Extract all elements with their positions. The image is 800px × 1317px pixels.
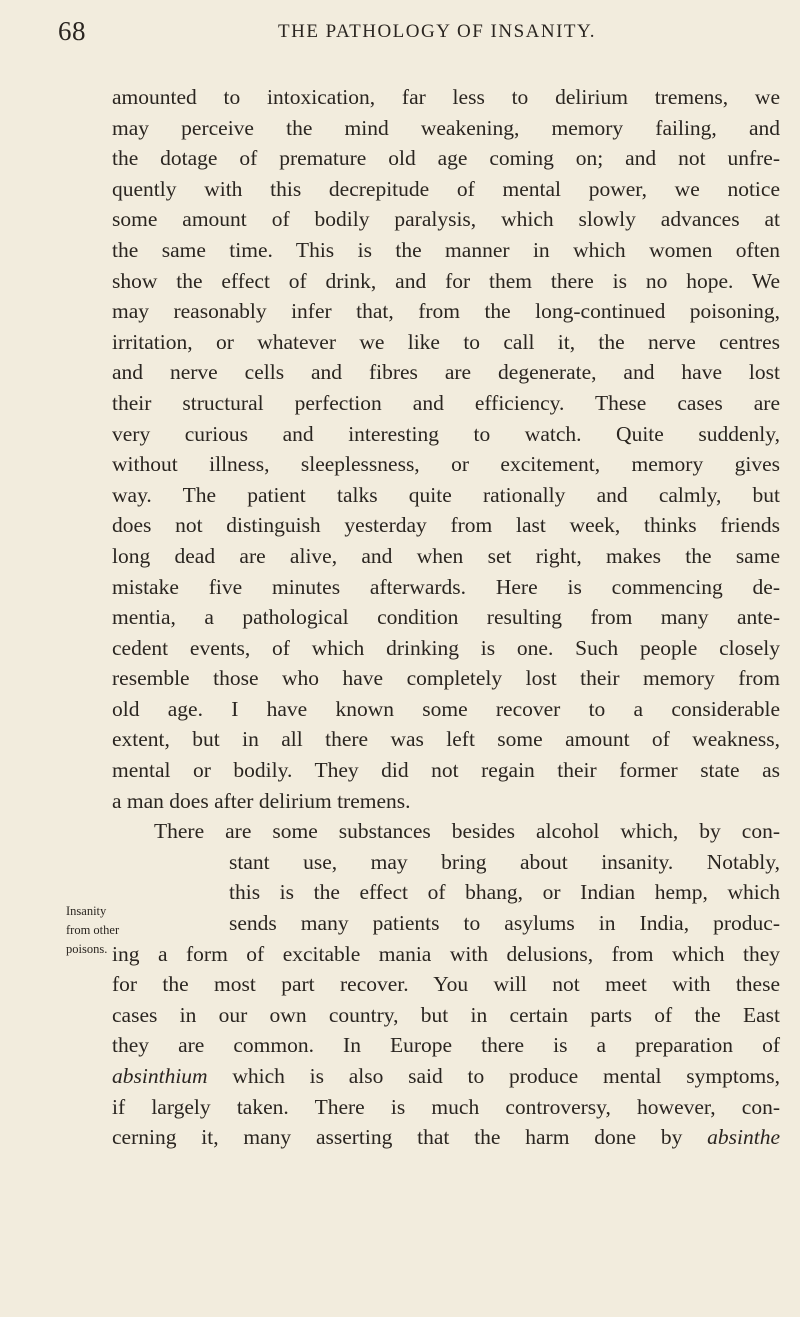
margin-note-line: poisons. bbox=[66, 942, 108, 956]
text-line: for the most part recover. You will not meet with these bbox=[112, 972, 780, 997]
text-line: they are common. In Europe there is a preparation of bbox=[112, 1033, 780, 1058]
text-line: mental or bodily. They did not regain their former state as bbox=[112, 758, 780, 783]
text-line: this is the effect of bhang, or Indian hemp, which bbox=[229, 880, 780, 905]
margin-note-line: from other bbox=[66, 923, 120, 937]
text-line: very curious and interesting to watch. Quite suddenly, bbox=[112, 421, 780, 446]
text-line: the dotage of premature old age coming on; and not unfre- bbox=[112, 146, 780, 171]
text-line: does not distinguish yesterday from last week, thinks friends bbox=[112, 513, 780, 538]
text-line: quently with this decrepitude of mental power, we notice bbox=[112, 176, 780, 201]
text-line: long dead are alive, and when set right, makes the same bbox=[112, 543, 780, 568]
text-run: which is also said to produce mental symptoms, bbox=[232, 1064, 781, 1088]
text-line: old age. I have known some recover to a considerable bbox=[112, 696, 780, 721]
text-line: amounted to intoxication, far less to delirium tremens, we bbox=[112, 85, 780, 109]
text-line-with-italic bbox=[112, 1061, 780, 1092]
text-line: cedent events, of which drinking is one. Such people closely bbox=[112, 635, 780, 660]
text-line: sends many patients to asylums in India, produc- bbox=[229, 911, 780, 936]
text-line-paragraph-start: There are some substances besides alcohol which, by con- bbox=[154, 819, 780, 844]
text-line: may perceive the mind weakening, memory failing, and bbox=[112, 115, 780, 140]
text-line: show the effect of drink, and for them there is no hope. We bbox=[112, 268, 780, 293]
margin-note-line: Insanity bbox=[66, 904, 107, 918]
text-line: and nerve cells and fibres are degenerate, and have lost bbox=[112, 360, 780, 385]
text-line: resemble those who have completely lost their memory from bbox=[112, 666, 780, 691]
text-line: if largely taken. There is much controversy, however, con- bbox=[112, 1094, 780, 1119]
text-line: their structural perfection and efficiency. These cases are bbox=[112, 390, 780, 415]
text-line: cases in our own country, but in certain parts of the East bbox=[112, 1002, 780, 1027]
text-line-with-italic bbox=[112, 1122, 780, 1153]
running-head: THE PATHOLOGY OF INSANITY. bbox=[278, 21, 597, 42]
body-text bbox=[112, 82, 780, 1153]
italic-term: absinthium bbox=[112, 1064, 208, 1088]
page-header bbox=[58, 16, 758, 46]
italic-term: absinthe bbox=[707, 1125, 780, 1150]
text-line: a man does after delirium tremens. bbox=[112, 788, 411, 813]
text-line: some amount of bodily paralysis, which slowly advances at bbox=[112, 207, 780, 232]
text-line: stant use, may bring about insanity. Notably, bbox=[229, 849, 780, 874]
text-line: mistake five minutes afterwards. Here is commencing de- bbox=[112, 574, 780, 599]
text-line: mentia, a pathological condition resulting from many ante- bbox=[112, 605, 780, 630]
page-number: 68 bbox=[58, 16, 86, 46]
text-line: may reasonably infer that, from the long-continued poisoning, bbox=[112, 299, 780, 324]
text-line: the same time. This is the manner in which women often bbox=[112, 237, 780, 262]
text-run: cerning it, many asserting that the harm done by bbox=[112, 1125, 683, 1150]
text-line: without illness, sleeplessness, or excitement, memory gives bbox=[112, 452, 780, 477]
text-line: ing a form of excitable mania with delusions, from which they bbox=[112, 941, 780, 966]
text-line: irritation, or whatever we like to call it, the nerve centres bbox=[112, 329, 780, 354]
text-line: extent, but in all there was left some amount of weakness, bbox=[112, 727, 780, 752]
text-line: way. The patient talks quite rationally and calmly, but bbox=[112, 482, 780, 507]
